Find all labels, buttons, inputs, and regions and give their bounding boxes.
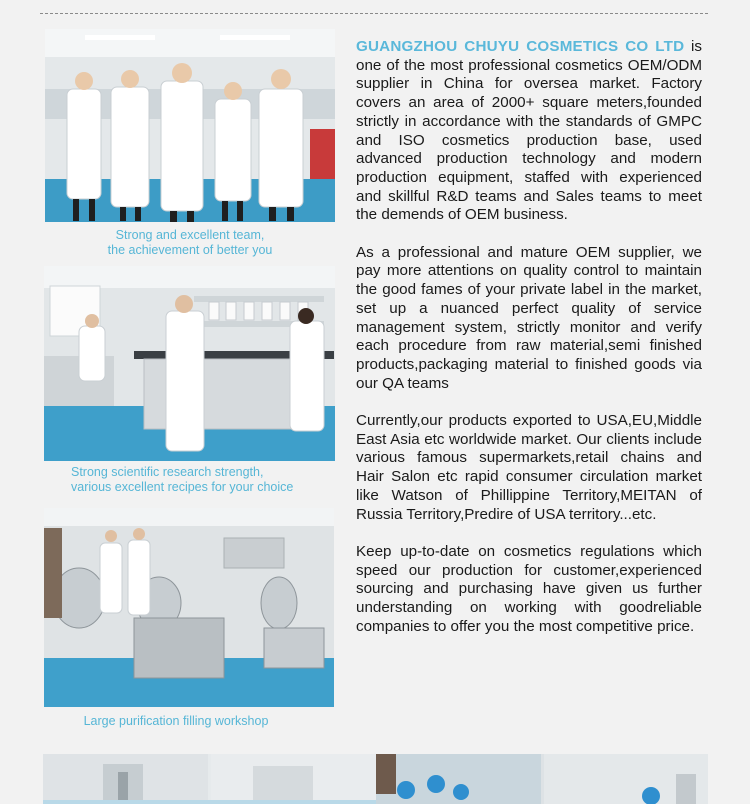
company-name: GUANGZHOU CHUYU COSMETICS CO LTD bbox=[356, 38, 685, 55]
workshop-caption bbox=[44, 714, 308, 729]
intro-paragraph bbox=[356, 38, 702, 225]
team-caption bbox=[45, 228, 335, 258]
team-photo bbox=[45, 29, 335, 222]
team-caption-line-1: Strong and excellent team, bbox=[115, 228, 265, 242]
top-divider bbox=[40, 13, 708, 14]
intro-text: is one of the most professional cosmetics OEM/ODM supplier in China for oversea market. Factory covers an area of 2000+ square meters,founded strictly in accordance with the standards of GMPC and ISO cosmetics production base, used advanced production technology and modern production equipment, staffed with experienced and skillful R&D teams and Sales teams to meet the demends of OEM business. bbox=[356, 38, 702, 224]
team-caption-line-2: the achievement of better you bbox=[107, 243, 273, 257]
market-paragraph: Currently,our products exported to USA,EU,Middle East Asia etc worldwide market. Our clients include various famous supermarkets,retail chains and Hair Salon etc rapid consumer circulation market like Watson of Phillippine Territory,MEITAN of Russia Territory,Predire of USA territory...etc. bbox=[356, 412, 702, 523]
workshop-photo bbox=[44, 508, 334, 707]
quality-paragraph: As a professional and mature OEM supplier, we pay more attentions on quality control to maintain the good fames of your private label in the market, set up a nuanced perfect quality of service management system, strictly monitor and verify each procedure from raw material,semi finished products,packaging material to finished goods via our QA teams bbox=[356, 243, 702, 392]
regulations-paragraph: Keep up-to-date on cosmetics regulations which speed our production for customer,experienced sourcing and purchasing have given us further understanding on working with goodreliable companies to offer you the most competitive price. bbox=[356, 542, 702, 635]
lab-caption-line-2: various excellent recipes for your choice bbox=[71, 480, 294, 494]
workshop-caption-line-1: Large purification filling workshop bbox=[83, 714, 269, 728]
company-description bbox=[356, 38, 702, 655]
corridor-photo bbox=[43, 754, 376, 804]
packing-photo bbox=[376, 754, 708, 804]
lab-caption-line-1: Strong scientific research strength, bbox=[71, 465, 264, 479]
lab-photo bbox=[44, 266, 335, 461]
lab-caption bbox=[71, 465, 335, 495]
